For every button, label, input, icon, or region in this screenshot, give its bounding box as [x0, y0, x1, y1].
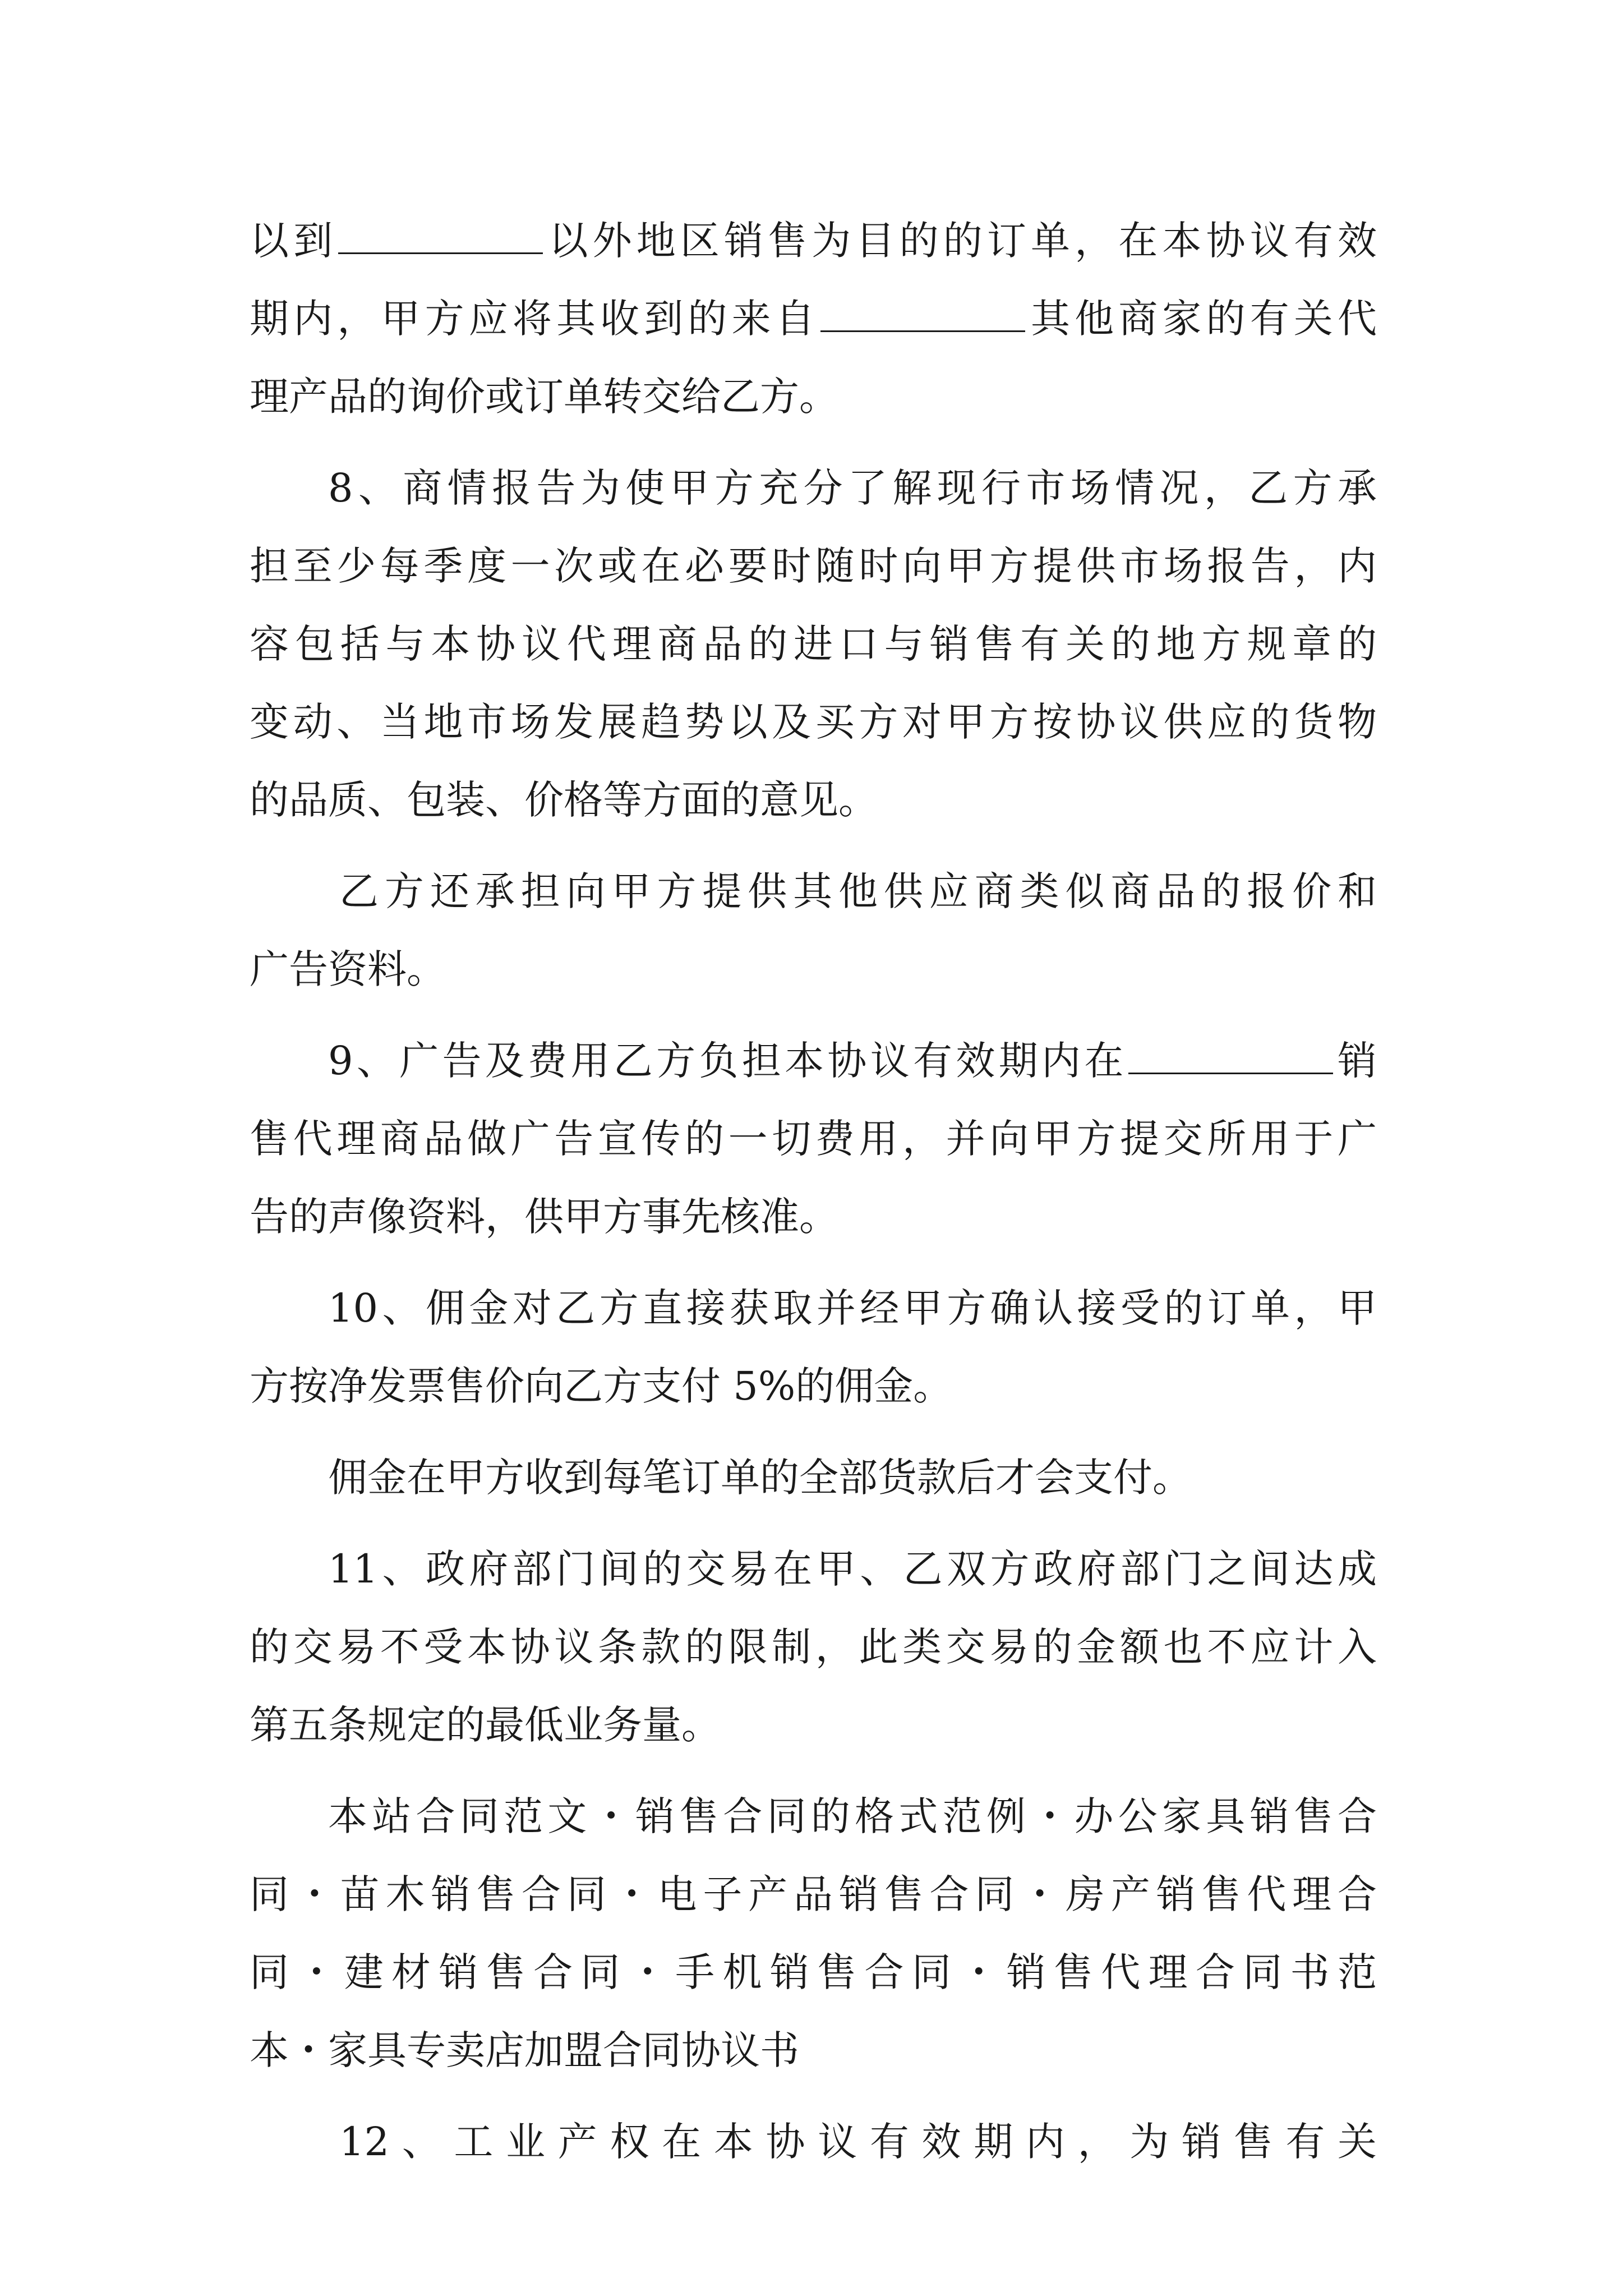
fill-in-blank[interactable] [338, 252, 543, 254]
text-line [250, 931, 1377, 1009]
text-line [250, 761, 1377, 839]
text-segment: 售代理商品做广告宣传的一切费用，并向甲方提交所用于广 [250, 1116, 1377, 1162]
text-line [250, 2012, 1377, 2090]
text-segment: 9、广告及费用乙方负担本协议有效期内在 [328, 1038, 1127, 1084]
text-segment: 同・苗木销售合同・电子产品销售合同・房产销售代理合 [250, 1871, 1377, 1917]
text-segment: 其他商家的有关代 [1026, 296, 1377, 342]
text-segment: 同・建材销售合同・手机销售合同・销售代理合同书范 [250, 1949, 1377, 1995]
text-line [250, 1530, 1377, 1608]
text-segment: 本・家具专卖店加盟合同协议书 [250, 2027, 799, 2073]
text-line [250, 605, 1377, 683]
text-segment: 销 [1334, 1038, 1377, 1084]
document-body [250, 202, 1377, 2181]
text-segment: 告的声像资料，供甲方事先核准。 [250, 1194, 838, 1240]
text-line [250, 1608, 1377, 1686]
text-segment: 12、工业产权在本协议有效期内，为销售有关 [339, 2119, 1377, 2165]
text-line [250, 202, 1377, 280]
text-line [250, 1686, 1377, 1764]
text-line [250, 1269, 1377, 1347]
text-segment: 10、佣金对乙方直接获取并经甲方确认接受的订单，甲 [328, 1285, 1377, 1331]
text-line [250, 2103, 1377, 2181]
text-line [250, 358, 1377, 436]
text-line [250, 449, 1377, 527]
text-line [250, 280, 1377, 358]
fill-in-blank[interactable] [1128, 1073, 1333, 1074]
text-segment: 担至少每季度一次或在必要时随时向甲方提供市场报告，内 [250, 543, 1377, 589]
text-line [250, 1934, 1377, 2012]
text-segment: 8、商情报告为使甲方充分了解现行市场情况，乙方承 [328, 465, 1377, 511]
text-line [250, 1022, 1377, 1100]
text-line [250, 1778, 1377, 1856]
text-segment: 广告资料。 [250, 946, 446, 992]
text-segment: 佣金在甲方收到每笔订单的全部货款后才会支付。 [328, 1455, 1192, 1501]
text-segment: 本站合同范文・销售合同的格式范例・办公家具销售合 [328, 1793, 1377, 1839]
text-segment: 以到 [250, 218, 338, 264]
text-line [250, 853, 1377, 931]
text-line [250, 1178, 1377, 1256]
text-segment: 11、政府部门间的交易在甲、乙双方政府部门之间达成 [328, 1546, 1377, 1592]
text-line [250, 1100, 1377, 1178]
text-segment: 的品质、包装、价格等方面的意见。 [250, 777, 878, 823]
text-line [250, 1439, 1377, 1517]
text-segment: 理产品的询价或订单转交给乙方。 [250, 374, 838, 420]
text-segment: 容包括与本协议代理商品的进口与销售有关的地方规章的 [250, 621, 1377, 667]
text-segment: 第五条规定的最低业务量。 [250, 1702, 721, 1748]
text-segment: 方按净发票售价向乙方支付 5%的佣金。 [250, 1363, 953, 1409]
text-line [250, 1347, 1377, 1425]
text-segment: 变动、当地市场发展趋势以及买方对甲方按协议供应的货物 [250, 699, 1377, 745]
fill-in-blank[interactable] [820, 330, 1025, 332]
text-segment: 的交易不受本协议条款的限制，此类交易的金额也不应计入 [250, 1624, 1377, 1670]
text-line [250, 527, 1377, 605]
text-line [250, 683, 1377, 761]
text-segment: 乙方还承担向甲方提供其他供应商类似商品的报价和 [339, 868, 1377, 914]
text-segment: 以外地区销售为目的的订单，在本协议有效 [544, 218, 1377, 264]
text-segment: 期内，甲方应将其收到的来自 [250, 296, 819, 342]
text-line [250, 1856, 1377, 1934]
